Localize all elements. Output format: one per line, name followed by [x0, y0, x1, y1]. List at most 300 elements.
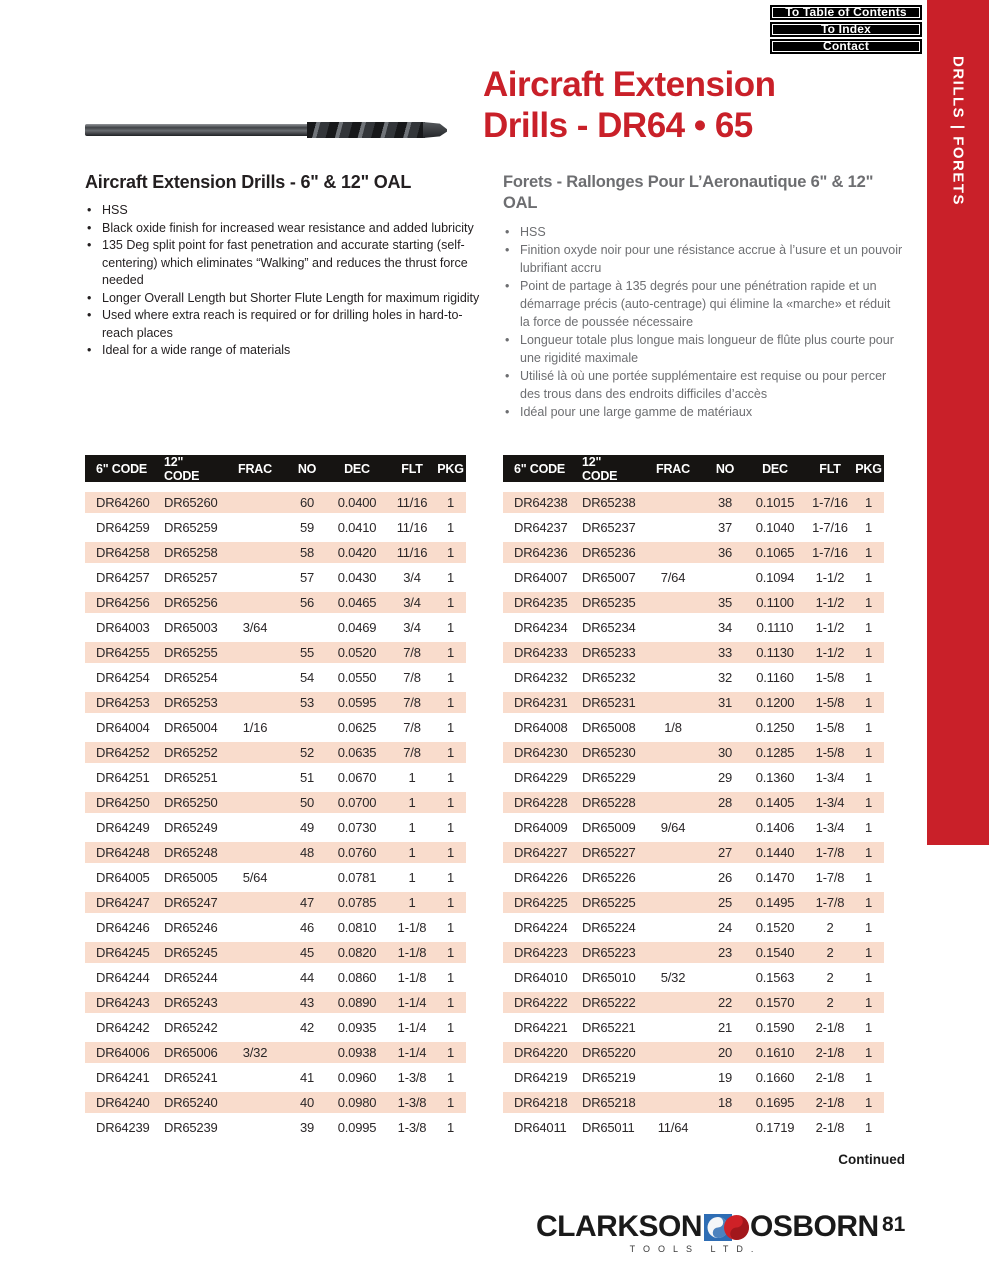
column-header: PKG: [855, 462, 882, 476]
bullet-text: Finition oxyde noir pour une résistance accrue à l’usure et un pouvoir lubrifiant accru: [520, 243, 903, 275]
table-cell: 1: [446, 820, 455, 835]
bullet-text: Ideal for a wide range of materials: [102, 343, 291, 357]
table-cell: 0.0938: [337, 1045, 377, 1060]
table-row: [503, 865, 884, 890]
table-cell: 1: [446, 495, 455, 510]
table-cell: 0.1160: [756, 670, 794, 685]
table-cell: 1: [864, 920, 873, 935]
section-side-tab: [927, 0, 989, 845]
table-cell: DR65240: [164, 1095, 218, 1110]
table-row: [503, 665, 884, 690]
brand-logo: [536, 1210, 879, 1244]
table-cell: 1-5/8: [815, 695, 845, 710]
table-cell: 1/8: [664, 720, 682, 735]
table-cell: 1: [408, 845, 416, 860]
table-cell: 1: [864, 1095, 873, 1110]
table-cell: 19: [717, 1070, 733, 1085]
table-cell: 1: [864, 620, 873, 635]
table-cell: DR64011: [514, 1120, 567, 1135]
table-row: [503, 1015, 884, 1040]
table-row: [503, 690, 884, 715]
table-cell: DR64242: [96, 1020, 150, 1035]
table-row: [85, 640, 466, 665]
table-cell: 0.1100: [756, 595, 794, 610]
table-cell: DR65010: [582, 970, 636, 985]
table-cell: 1: [864, 570, 873, 585]
column-header: FLT: [819, 462, 841, 476]
table-cell: 1-3/8: [397, 1070, 427, 1085]
table-row: [85, 865, 466, 890]
bullet-dot: •: [87, 220, 92, 235]
column-header: FRAC: [238, 462, 272, 476]
table-cell: 2-1/8: [815, 1120, 845, 1135]
table-cell: 0.1405: [755, 795, 795, 810]
bullet-text: HSS: [102, 203, 128, 217]
table-cell: DR64237: [514, 520, 568, 535]
table-cell: DR65226: [582, 870, 636, 885]
table-cell: DR64251: [96, 770, 150, 785]
table-cell: 0.0935: [337, 1020, 377, 1035]
bullet-dot: •: [505, 279, 510, 293]
bullet-text: HSS: [520, 225, 546, 239]
table-row: [85, 1115, 466, 1140]
table-row: [503, 890, 884, 915]
table-cell: 0.1130: [756, 645, 794, 660]
table-cell: 0.1719: [755, 1120, 795, 1135]
table-cell: 38: [717, 495, 733, 510]
column-header: NO: [715, 462, 735, 476]
table-cell: 1: [864, 645, 873, 660]
table-cell: 28: [717, 795, 733, 810]
table-cell: 53: [299, 695, 315, 710]
table-cell: DR65254: [164, 670, 218, 685]
table-cell: DR65245: [164, 945, 218, 960]
table-row: [85, 890, 466, 915]
table-cell: DR64259: [96, 520, 150, 535]
table-cell: 42: [299, 1020, 315, 1035]
table-cell: 5/32: [660, 970, 686, 985]
table-cell: 30: [717, 745, 733, 760]
table-cell: DR64255: [96, 645, 150, 660]
table-row: [503, 640, 884, 665]
table-cell: DR65227: [582, 845, 636, 860]
table-cell: DR65224: [582, 920, 636, 935]
table-row: [503, 1065, 884, 1090]
table-row: [503, 815, 884, 840]
table-cell: DR65006: [164, 1045, 218, 1060]
table-cell: 2: [826, 970, 834, 985]
table-cell: 0.0960: [337, 1070, 377, 1085]
table-cell: 1: [864, 770, 873, 785]
column-header: PKG: [437, 462, 464, 476]
table-cell: 57: [299, 570, 315, 585]
table-cell: 11/16: [396, 520, 428, 535]
table-cell: 1: [864, 970, 873, 985]
table-cell: 45: [299, 945, 315, 960]
table-cell: DR65237: [582, 520, 636, 535]
table-cell: DR65252: [164, 745, 218, 760]
top-nav: [770, 5, 922, 56]
table-cell: DR64226: [514, 870, 568, 885]
brand-subtitle: TOOLS LTD.: [629, 1244, 762, 1254]
column-header: 6" CODE: [96, 462, 148, 476]
page-title-line2: Drills - DR64 • 65: [483, 106, 753, 145]
bullet-dot: •: [87, 308, 92, 322]
bullet-item: [503, 241, 903, 277]
table-cell: DR65004: [164, 720, 218, 735]
table-cell: 36: [717, 545, 733, 560]
table-cell: 1: [446, 595, 455, 610]
table-cell: DR65241: [164, 1070, 218, 1085]
column-header: NO: [297, 462, 317, 476]
table-row: [503, 590, 884, 615]
table-cell: DR65247: [164, 895, 218, 910]
table-row: [503, 540, 884, 565]
table-row: [85, 490, 466, 515]
table-cell: 1: [446, 545, 455, 560]
column-header: DEC: [762, 462, 788, 476]
table-cell: DR65225: [582, 895, 636, 910]
table-cell: DR64252: [96, 745, 150, 760]
bullet-item: [503, 223, 903, 241]
table-cell: 1: [446, 1070, 455, 1085]
table-cell: 37: [717, 520, 733, 535]
table-cell: DR65232: [582, 670, 636, 685]
table-cell: DR64236: [514, 545, 568, 560]
table-row: [85, 590, 466, 615]
table-cell: 1: [864, 1045, 873, 1060]
table-cell: DR64221: [514, 1020, 568, 1035]
table-row: [503, 765, 884, 790]
table-cell: 60: [299, 495, 315, 510]
table-cell: 0.0860: [337, 970, 377, 985]
table-row: [503, 840, 884, 865]
table-cell: 23: [717, 945, 733, 960]
table-cell: DR65236: [582, 545, 636, 560]
table-cell: 11/64: [657, 1120, 689, 1135]
table-cell: 3/4: [403, 620, 421, 635]
bullet-text: Black oxide finish for increased wear resistance and added lubricity: [102, 220, 474, 235]
table-cell: 1-1/8: [397, 970, 427, 985]
table-cell: 3/64: [242, 620, 268, 635]
table-cell: DR64010: [514, 970, 568, 985]
bullet-dot: •: [87, 343, 92, 357]
table-cell: 55: [299, 645, 315, 660]
table-cell: 59: [299, 520, 315, 535]
table-cell: 0.0400: [337, 495, 377, 510]
table-cell: 0.0595: [337, 695, 377, 710]
table-cell: 0.1563: [755, 970, 795, 985]
table-cell: 7/8: [403, 670, 421, 685]
table-cell: 0.0465: [337, 595, 377, 610]
table-cell: DR65220: [582, 1045, 636, 1060]
table-cell: DR64245: [96, 945, 150, 960]
table-cell: DR64224: [514, 920, 568, 935]
table-cell: 0.0730: [337, 820, 377, 835]
table-cell: DR64260: [96, 495, 150, 510]
table-cell: 0.1094: [755, 570, 795, 585]
table-cell: 3/4: [403, 595, 421, 610]
table-row: [85, 1040, 466, 1065]
table-cell: 1: [446, 645, 455, 660]
table-cell: 1: [446, 720, 455, 735]
table-cell: 27: [717, 845, 733, 860]
table-cell: 1/16: [242, 720, 268, 735]
table-row: [85, 940, 466, 965]
table-cell: DR65244: [164, 970, 218, 985]
table-cell: DR65009: [582, 820, 636, 835]
table-row: [85, 965, 466, 990]
table-cell: 3/32: [242, 1045, 268, 1060]
table-cell: 0.0625: [337, 720, 377, 735]
table-cell: DR65005: [164, 870, 218, 885]
table-cell: DR65250: [164, 795, 218, 810]
table-cell: 1-7/8: [815, 870, 845, 885]
table-cell: 1: [408, 770, 416, 785]
table-cell: 1-1/4: [397, 1045, 427, 1060]
brand-name-osborn: OSBORN: [750, 1210, 879, 1243]
table-cell: 24: [717, 920, 733, 935]
table-cell: 1: [446, 845, 455, 860]
table-cell: 11/16: [396, 545, 428, 560]
table-body: [503, 490, 884, 1140]
table-cell: DR64238: [514, 495, 568, 510]
table-cell: 0.1570: [755, 995, 795, 1010]
table-row: [503, 740, 884, 765]
table-cell: DR64006: [96, 1045, 150, 1060]
table-cell: 1-7/16: [812, 520, 848, 535]
page-number: 81: [882, 1213, 906, 1236]
bullet-dot: •: [87, 238, 92, 252]
table-cell: 0.0760: [337, 845, 377, 860]
column-header: 12" CODE: [164, 455, 200, 483]
table-row: [85, 840, 466, 865]
table-cell: 1: [864, 820, 873, 835]
table-cell: 34: [717, 620, 733, 635]
table-cell: 0.1660: [755, 1070, 795, 1085]
table-cell: 1-7/16: [812, 495, 848, 510]
drill-bit-photo: [85, 112, 447, 148]
table-cell: 31: [717, 695, 733, 710]
table-row: [503, 515, 884, 540]
table-cell: DR64258: [96, 545, 150, 560]
table-cell: 2: [826, 920, 834, 935]
table-cell: 1: [446, 1095, 455, 1110]
table-cell: 47: [299, 895, 315, 910]
table-cell: 1: [864, 995, 873, 1010]
table-cell: DR65007: [582, 570, 636, 585]
table-cell: DR65246: [164, 920, 218, 935]
table-cell: 0.1285: [755, 745, 795, 760]
table-cell: 1-1/2: [815, 595, 845, 610]
table-cell: 0.1040: [755, 520, 795, 535]
table-cell: DR64257: [96, 570, 150, 585]
drill-table-right: [503, 455, 884, 1140]
table-cell: 56: [299, 595, 315, 610]
bullet-item: [85, 307, 485, 342]
table-row: [503, 990, 884, 1015]
table-cell: 1: [864, 545, 873, 560]
table-cell: 1: [446, 570, 455, 585]
table-cell: 1: [864, 720, 873, 735]
table-cell: 1: [446, 745, 455, 760]
table-cell: 0.0410: [337, 520, 377, 535]
table-cell: 0.1470: [755, 870, 795, 885]
table-cell: DR64256: [96, 595, 150, 610]
drill-flutes: [307, 122, 425, 138]
table-cell: 0.1065: [755, 545, 795, 560]
table-cell: 1: [408, 895, 416, 910]
bullet-item: [85, 220, 485, 238]
bullet-item: [503, 331, 903, 367]
table-cell: DR64227: [514, 845, 568, 860]
table-cell: 1-1/2: [815, 570, 845, 585]
page-title: [483, 64, 775, 146]
table-cell: DR65003: [164, 620, 218, 635]
table-cell: DR65239: [164, 1120, 218, 1135]
table-row: [85, 990, 466, 1015]
table-cell: DR64246: [96, 920, 150, 935]
table-cell: 52: [299, 745, 315, 760]
table-row: [85, 740, 466, 765]
column-header: DEC: [344, 462, 370, 476]
nav-to-table-of-contents-button[interactable]: To Table of Contents: [770, 5, 922, 20]
table-row: [85, 615, 466, 640]
table-cell: 0.1495: [755, 895, 795, 910]
table-cell: 1: [446, 520, 455, 535]
nav-to-index-button[interactable]: To Index: [770, 22, 922, 37]
table-row: [85, 1065, 466, 1090]
table-cell: 0.1200: [755, 695, 795, 710]
table-cell: 0.0700: [337, 795, 377, 810]
bullet-item: [85, 202, 485, 220]
table-cell: 2: [826, 995, 834, 1010]
table-cell: 1: [864, 670, 873, 685]
table-cell: 0.1610: [755, 1045, 795, 1060]
table-cell: 3/4: [403, 570, 421, 585]
table-cell: DR65238: [582, 495, 636, 510]
table-cell: DR64007: [514, 570, 568, 585]
table-cell: 40: [299, 1095, 315, 1110]
table-cell: DR64234: [514, 620, 568, 635]
table-cell: DR65231: [582, 695, 636, 710]
table-cell: DR65230: [582, 745, 636, 760]
table-cell: DR65258: [164, 545, 218, 560]
table-cell: 1: [408, 820, 416, 835]
table-cell: DR65235: [582, 595, 636, 610]
table-cell: 1: [864, 870, 873, 885]
table-cell: 7/8: [403, 645, 421, 660]
bullet-text: Longueur totale plus longue mais longueur de flûte plus courte pour une rigidité maximale: [520, 333, 894, 365]
table-cell: DR64222: [514, 995, 568, 1010]
table-cell: 44: [299, 970, 315, 985]
table-row: [85, 715, 466, 740]
table-cell: DR64219: [514, 1070, 568, 1085]
table-cell: 2-1/8: [815, 1045, 845, 1060]
table-cell: 26: [717, 870, 733, 885]
table-cell: 1: [446, 970, 455, 985]
table-cell: 1: [864, 495, 873, 510]
table-cell: DR65219: [582, 1070, 636, 1085]
table-cell: 22: [717, 995, 733, 1010]
table-cell: 0.0785: [337, 895, 377, 910]
table-cell: 1-1/8: [397, 945, 427, 960]
bullet-item: [503, 403, 903, 421]
table-cell: 1: [446, 870, 455, 885]
page-title-line1: Aircraft Extension: [483, 65, 776, 104]
table-cell: 29: [717, 770, 733, 785]
table-row: [503, 490, 884, 515]
table-cell: 1-5/8: [815, 670, 845, 685]
table-cell: DR64249: [96, 820, 150, 835]
table-row: [85, 665, 466, 690]
bullet-item: [85, 290, 485, 308]
nav-contact-button[interactable]: Contact: [770, 39, 922, 54]
table-cell: 2-1/8: [815, 1095, 845, 1110]
table-row: [85, 815, 466, 840]
table-cell: 0.1110: [756, 620, 794, 635]
table-cell: DR65243: [164, 995, 218, 1010]
bullet-item: [503, 277, 903, 331]
table-cell: 1-1/4: [397, 1020, 427, 1035]
table-cell: 1-3/4: [815, 820, 845, 835]
table-cell: DR64223: [514, 945, 568, 960]
brand-name-clarkson: CLARKSON: [536, 1210, 702, 1243]
bullet-dot: •: [505, 369, 510, 383]
bullet-text: Utilisé là où une portée supplémentaire est requise ou pour percer des trous dans des endroits difficiles d’accès: [520, 369, 887, 401]
table-row: [503, 940, 884, 965]
table-cell: DR64232: [514, 670, 568, 685]
table-cell: 0.0890: [337, 995, 377, 1010]
table-cell: 1: [864, 595, 873, 610]
bullet-text: 135 Deg split point for fast penetration and accurate starting (self-centering) which eliminates “Walking” and reduces the thrust force needed: [102, 238, 468, 287]
table-cell: 9/64: [660, 820, 686, 835]
table-cell: 1-7/16: [812, 545, 848, 560]
table-cell: DR64248: [96, 845, 150, 860]
table-cell: 18: [717, 1095, 733, 1110]
table-cell: DR64253: [96, 695, 150, 710]
table-cell: 1: [446, 670, 455, 685]
table-cell: 0.0469: [337, 620, 377, 635]
table-row: [85, 565, 466, 590]
table-row: [503, 1115, 884, 1140]
table-cell: 48: [299, 845, 315, 860]
table-cell: DR64243: [96, 995, 150, 1010]
table-cell: 2-1/8: [815, 1020, 845, 1035]
table-row: [503, 565, 884, 590]
bullet-dot: •: [505, 333, 510, 347]
bullet-dot: •: [87, 290, 92, 305]
table-cell: DR64218: [514, 1095, 568, 1110]
table-cell: DR64244: [96, 970, 150, 985]
table-cell: 43: [299, 995, 315, 1010]
table-cell: DR65221: [582, 1020, 636, 1035]
table-cell: 33: [717, 645, 733, 660]
table-row: [85, 1090, 466, 1115]
table-body: [85, 490, 466, 1140]
table-cell: 0.1540: [755, 945, 795, 960]
table-cell: 1: [446, 945, 455, 960]
table-cell: DR64229: [514, 770, 568, 785]
table-cell: 1: [446, 995, 455, 1010]
table-cell: 1: [864, 795, 873, 810]
french-section-title: Forets - Rallonges Pour L’Aeronautique 6" & 12" OAL: [503, 173, 874, 212]
table-cell: 0.0781: [337, 870, 377, 885]
table-cell: 0.0820: [337, 945, 377, 960]
table-cell: DR65253: [164, 695, 218, 710]
table-row: [85, 1015, 466, 1040]
table-cell: DR64004: [96, 720, 150, 735]
